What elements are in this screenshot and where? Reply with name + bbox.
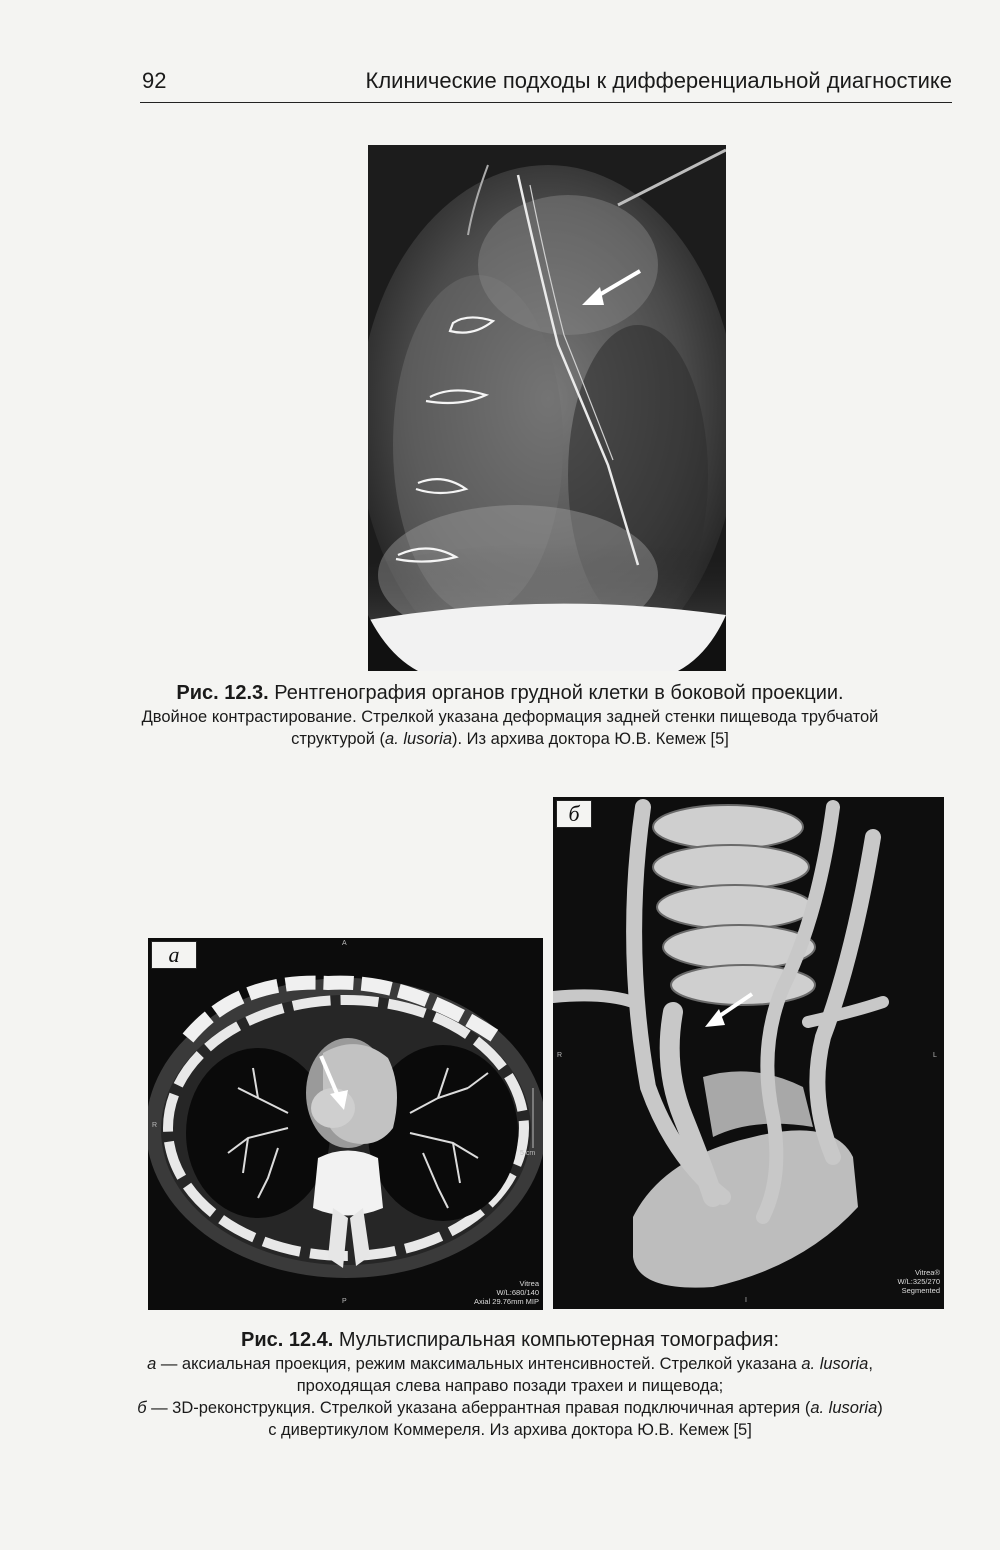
page-number: 92 [142, 68, 167, 93]
figure-12-4-panel-a-ct-image [148, 938, 543, 1310]
panel-a-label: а [151, 941, 197, 969]
panel-b-orient-left: R [557, 1052, 563, 1059]
figure-12-4-title: Мультиспиральная компьютерная томография: [338, 1329, 779, 1351]
running-title: Клинические подходы к дифференциальной диагностике [365, 68, 952, 93]
panel-a-orient-bottom: P [342, 1298, 347, 1305]
figure-12-4-caption [130, 1327, 890, 1441]
panel-b-orient-bottom: I [745, 1297, 747, 1304]
panel-a-scale-text: 5 cm [520, 1150, 536, 1157]
figure-12-3-title: Рентгенография органов грудной клетки в боковой проекции. [274, 682, 844, 704]
panel-b-orient-right: L [933, 1052, 937, 1059]
running-header [140, 66, 952, 103]
figure-12-3-caption [130, 680, 890, 750]
figure-12-4-panel-b-3d-image [553, 797, 944, 1309]
panel-a-vitrea-stamp: Vitrea W/L:680/140 Axial 29.76mm MIP [473, 1279, 539, 1306]
figure-12-3-caption-line1: Двойное контрастирование. Стрелкой указана деформация задней стенки пищевода трубчатой [141, 708, 879, 726]
figure-12-3-caption-line2: структурой (a. lusoria). Из архива доктора Ю.В. Кемеж [5] [291, 730, 729, 748]
panel-a-orient-left: R [152, 1122, 158, 1129]
panel-a-orient-top: A [342, 940, 347, 947]
figure-12-3-xray-image [368, 145, 726, 671]
figure-12-4-caption-b-line2: с дивертикулом Коммереля. Из архива доктора Ю.В. Кемеж [5] [268, 1421, 752, 1439]
figure-12-4-caption-a-line2: проходящая слева направо позади трахеи и пищевода; [296, 1377, 724, 1395]
figure-12-3-label: Рис. 12.3. [176, 682, 269, 704]
figure-12-4-label: Рис. 12.4. [241, 1329, 334, 1351]
panel-b-label: б [556, 800, 592, 828]
figure-12-4-caption-b-line1: б — 3D-реконструкция. Стрелкой указана аберрантная правая подключичная артерия (a. lusoria) [137, 1399, 883, 1417]
panel-b-vitrea-stamp: Vitrea® W/L:325/270 Segmented [897, 1268, 940, 1295]
figure-12-4-caption-a-line1: а — аксиальная проекция, режим максимальных интенсивностей. Стрелкой указана a. lusoria, [147, 1355, 873, 1373]
